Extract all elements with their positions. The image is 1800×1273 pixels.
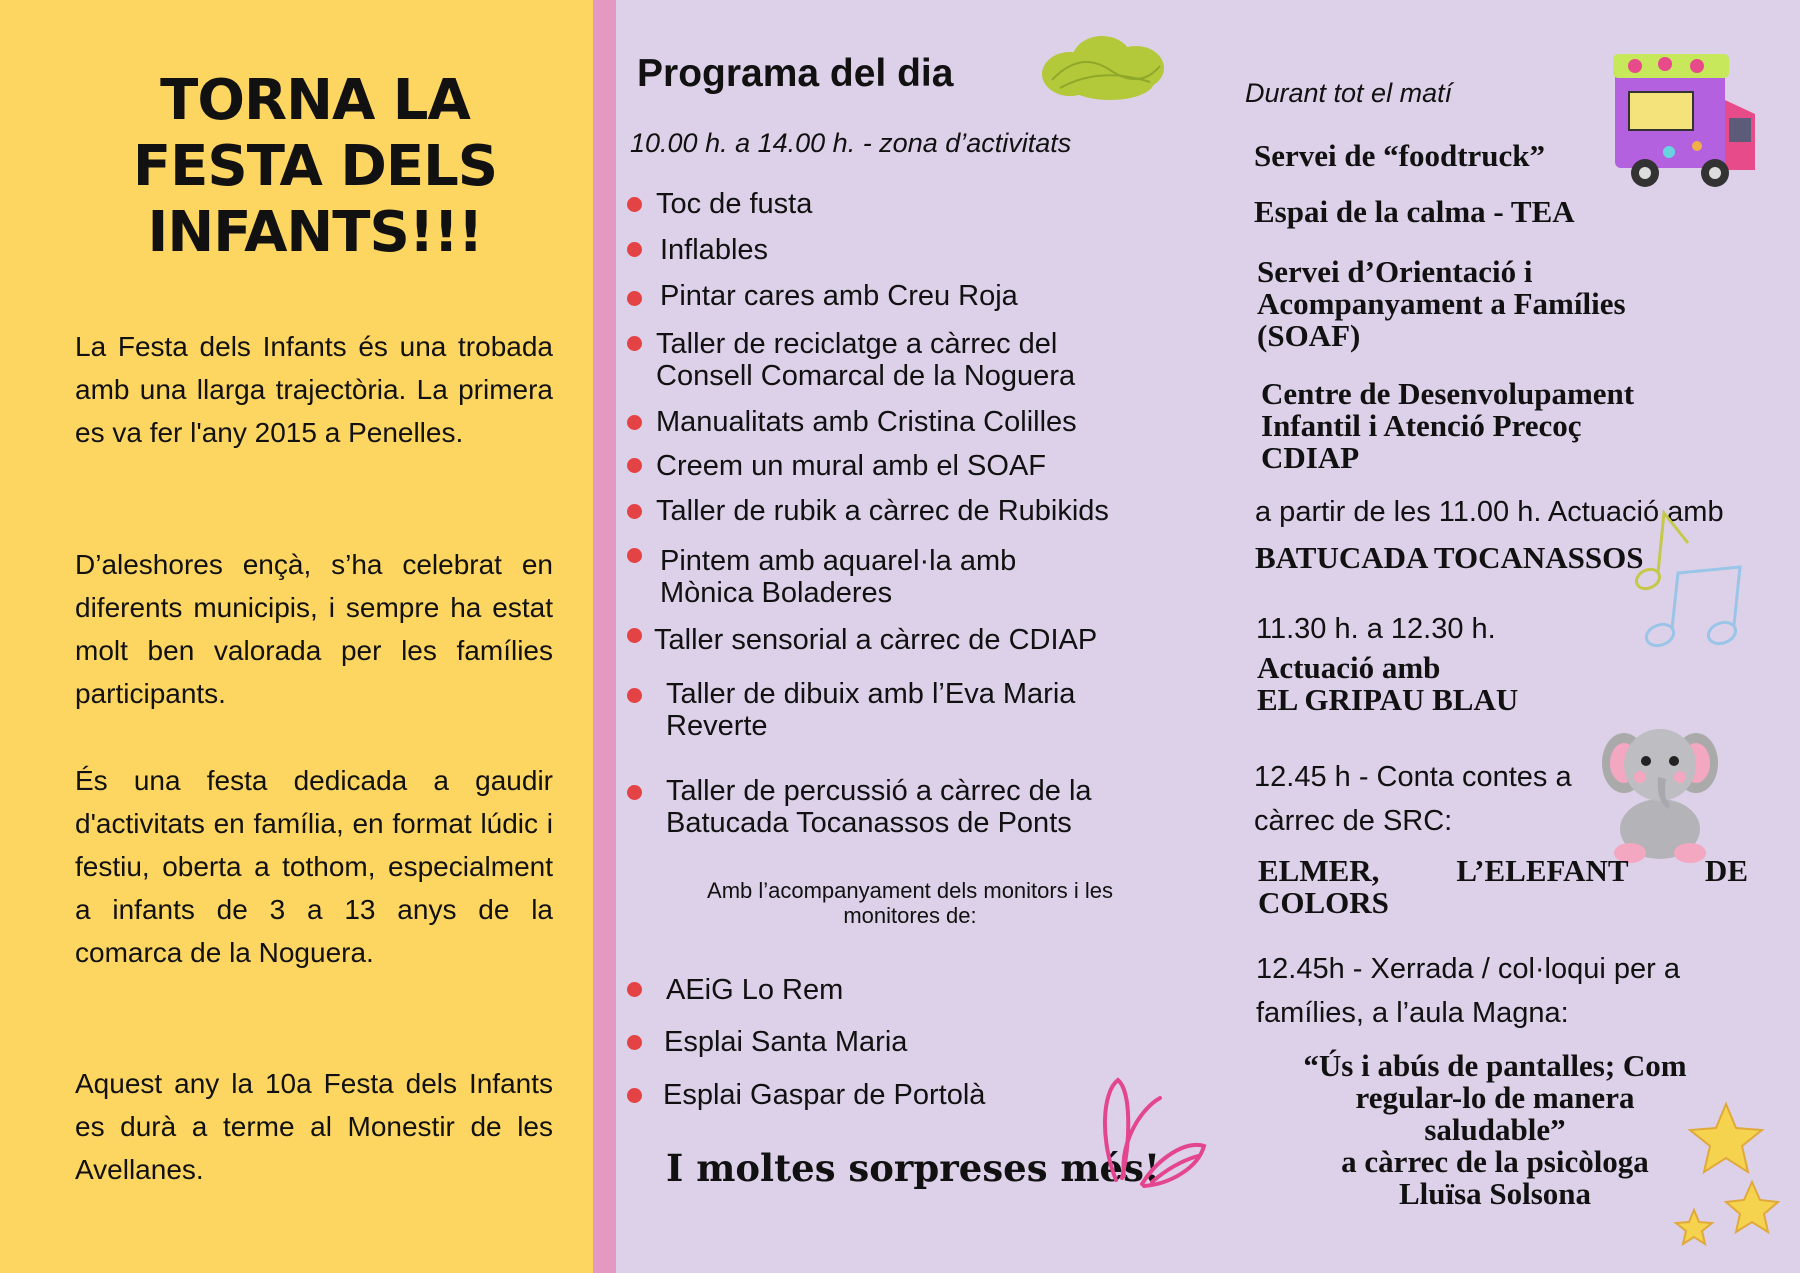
- service-calm-space: Espai de la calma - TEA: [1254, 194, 1575, 229]
- activity-bullet: [627, 785, 642, 800]
- activity-bullet: [627, 197, 642, 212]
- intro-paragraph-1: La Festa dels Infants és una trobada amb una llarga trajectòria. La primera es va fer l'any 2015 a Penelles.: [75, 331, 553, 448]
- group-bullet: [627, 982, 642, 997]
- bunny-ears-icon: [1098, 1070, 1210, 1192]
- group-item: Esplai Santa Maria: [664, 1026, 908, 1058]
- activity-item: Inflables: [660, 234, 769, 266]
- surprises-text: I moltes sorpreses més!: [666, 1146, 1161, 1190]
- batucada-intro: a partir de les 11.00 h. Actuació amb: [1255, 496, 1724, 528]
- talk-title: “Ús i abús de pantalles; Com regular-lo de manera saludable” a càrrec de la psicòloga Lluïsa Solsona: [1303, 1048, 1687, 1211]
- divider-stripe: [593, 0, 616, 1273]
- activity-item: Taller de percussió a càrrec de la Batucada Tocanassos de Ponts: [666, 775, 1092, 839]
- service-soaf: Servei d’Orientació i Acompanyament a Famílies (SOAF): [1257, 254, 1626, 353]
- activity-item: Taller sensorial a càrrec de CDIAP: [654, 624, 1098, 656]
- group-item: AEiG Lo Rem: [666, 974, 844, 1006]
- activity-item: Pintar cares amb Creu Roja: [660, 280, 1018, 312]
- program-time-zone: 10.00 h. a 14.00 h. - zona d’activitats: [630, 128, 1072, 158]
- activity-item: Toc de fusta: [656, 188, 813, 220]
- activity-item: Creem un mural amb el SOAF: [656, 450, 1047, 482]
- morning-label: Durant tot el matí: [1245, 78, 1453, 108]
- activity-bullet: [627, 628, 642, 643]
- program-title: Programa del dia: [637, 52, 954, 95]
- intro-paragraph-2: D’aleshores ençà, s’ha celebrat en diferents municipis, i sempre ha estat molt ben valorada per les famílies participants.: [75, 549, 553, 709]
- activity-bullet: [627, 242, 642, 257]
- foodtruck-icon: [1605, 30, 1765, 200]
- group-bullet: [627, 1088, 642, 1103]
- tales-intro: 12.45 h - Conta contes a càrrec de SRC:: [1254, 761, 1572, 837]
- batucada-name: BATUCADA TOCANASSOS: [1255, 540, 1644, 575]
- monitors-note: Amb l’acompanyament dels monitors i les monitores de:: [707, 878, 1113, 928]
- tales-title: ELMER, L’ELEFANT DE COLORS: [1258, 853, 1748, 920]
- group-item: Esplai Gaspar de Portolà: [663, 1079, 986, 1111]
- activity-bullet: [627, 291, 642, 306]
- service-cdiap: Centre de Desenvolupament Infantil i Atenció Precoç CDIAP: [1261, 376, 1635, 475]
- activity-bullet: [627, 548, 642, 563]
- activity-item: Manualitats amb Cristina Colilles: [656, 406, 1077, 438]
- activity-bullet: [627, 336, 642, 351]
- activity-bullet: [627, 688, 642, 703]
- activity-bullet: [627, 415, 642, 430]
- stars-icon: [1672, 1100, 1782, 1250]
- gripau-name: Actuació amb EL GRIPAU BLAU: [1257, 650, 1519, 717]
- music-notes-icon: [1626, 503, 1756, 653]
- intro-paragraph-4: Aquest any la 10a Festa dels Infants es durà a terme al Monestir de les Avellanes.: [75, 1068, 553, 1185]
- activity-bullet: [627, 504, 642, 519]
- activity-item: Taller de dibuix amb l’Eva Maria Reverte: [666, 678, 1076, 742]
- service-foodtruck: Servei de “foodtruck”: [1254, 138, 1546, 173]
- gripau-time: 11.30 h. a 12.30 h.: [1256, 613, 1496, 645]
- elephant-icon: [1600, 705, 1720, 865]
- activity-bullet: [627, 458, 642, 473]
- activity-item: Taller de rubik a càrrec de Rubikids: [656, 495, 1109, 527]
- talk-intro: 12.45h - Xerrada / col·loqui per a famílies, a l’aula Magna:: [1256, 953, 1680, 1029]
- green-cloud-icon: [1040, 30, 1170, 102]
- main-title: TORNA LA FESTA DELS INFANTS!!!: [132, 68, 498, 265]
- activity-item: Taller de reciclatge a càrrec del Consell Comarcal de la Noguera: [656, 328, 1076, 392]
- intro-paragraph-3: És una festa dedicada a gaudir d'activitats en família, en format lúdic i festiu, oberta a tothom, especialment a infants de 3 a 13 anys de la comarca de la Noguera.: [75, 765, 553, 968]
- group-bullet: [627, 1035, 642, 1050]
- activity-item: Pintem amb aquarel·la amb Mònica Boladeres: [660, 545, 1017, 609]
